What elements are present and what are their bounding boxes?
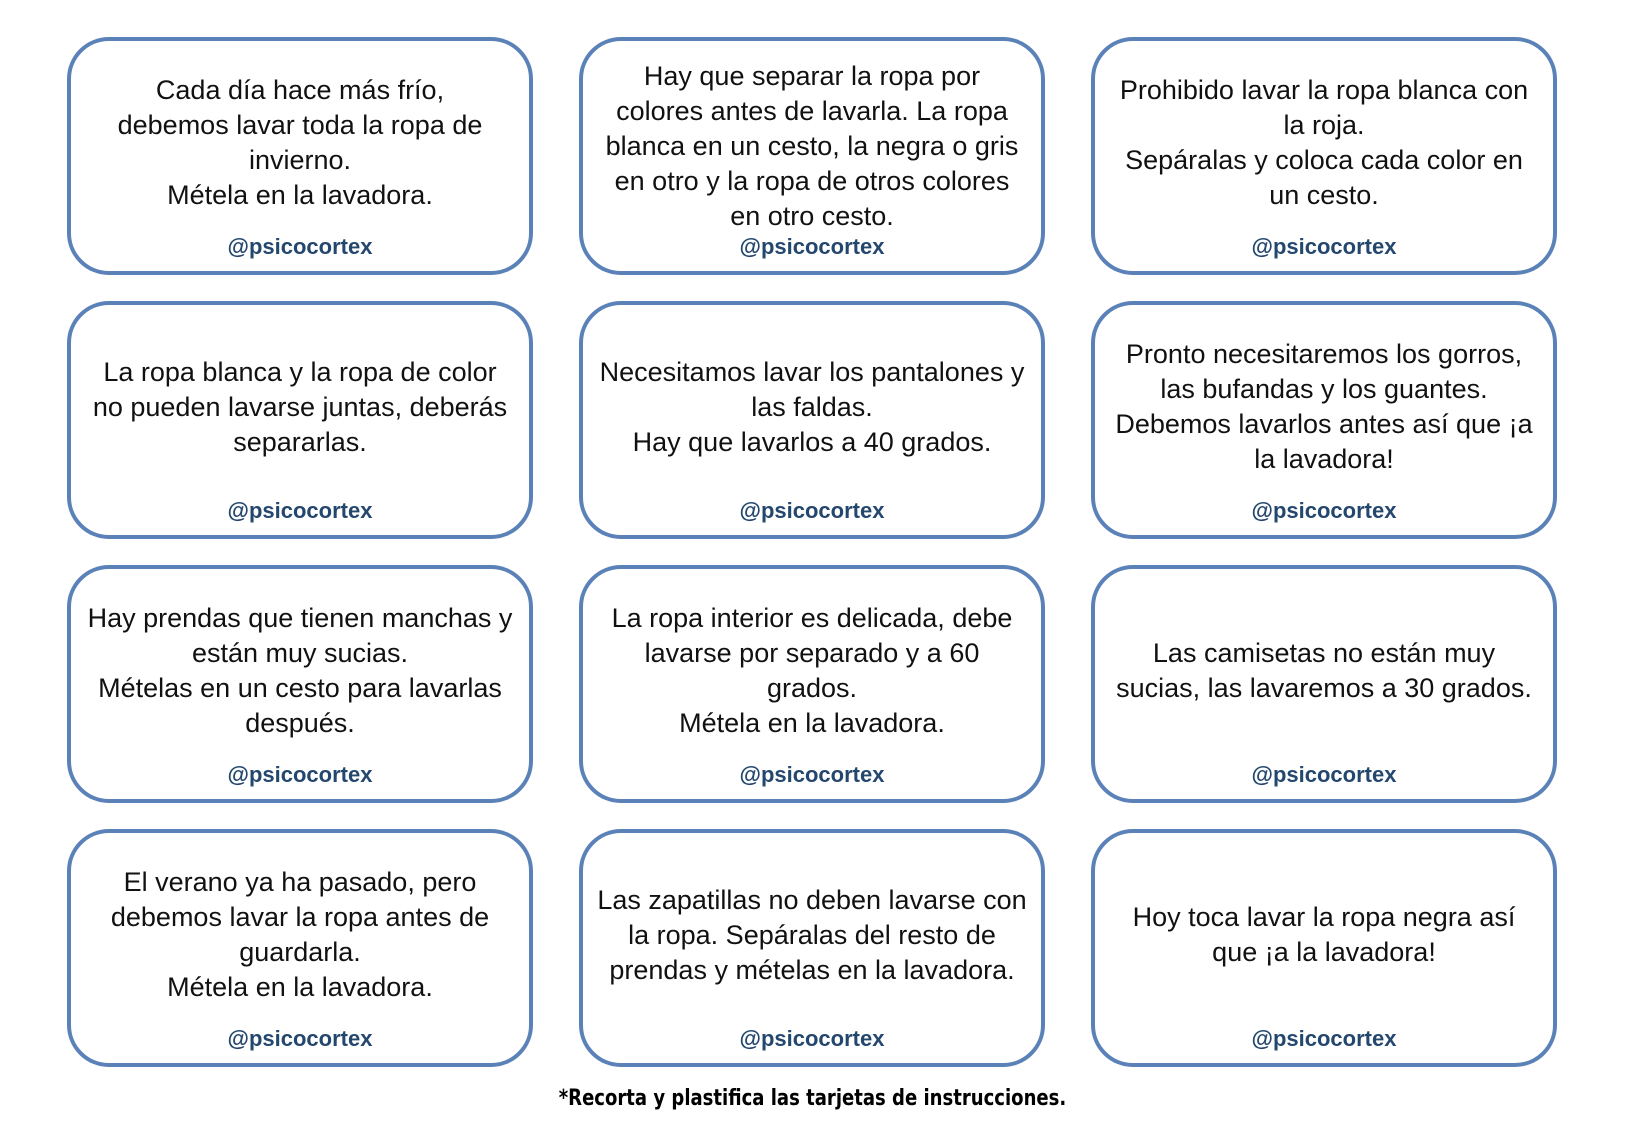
card-handle: @psicocortex (739, 498, 885, 523)
card-text: Las zapatillas no deben lavarse con la ropa. Sepáralas del resto de prendas y mételas en la lavadora. (597, 884, 1027, 985)
card-text: Hay que separar la ropa por colores antes de lavarla. La ropa blanca en un cesto, la negra o gris en otro y la ropa de otros colores en otro cesto. (605, 61, 1019, 231)
instruction-card (1091, 829, 1557, 1067)
card-text: Hoy toca lavar la ropa negra así que ¡a la lavadora! (1132, 902, 1516, 967)
instruction-card (579, 37, 1045, 275)
instruction-card (579, 829, 1045, 1067)
card-handle: @psicocortex (739, 234, 885, 259)
instruction-card (67, 37, 533, 275)
card-handle: @psicocortex (227, 762, 373, 787)
card-text: La ropa interior es delicada, debe lavarse por separado y a 60 grados. Métela en la lavadora. (611, 603, 1013, 738)
card-text: Las camisetas no están muy sucias, las lavaremos a 30 grados. (1116, 638, 1532, 703)
card-text: Hay prendas que tienen manchas y están muy sucias. Mételas en un cesto para lavarlas después. (87, 603, 513, 738)
instruction-card (579, 565, 1045, 803)
card-text: Prohibido lavar la ropa blanca con la roja. Sepáralas y coloca cada color en un cesto. (1119, 75, 1529, 210)
instruction-card (67, 829, 533, 1067)
card-text: Cada día hace más frío, debemos lavar toda la ropa de invierno. Métela en la lavadora. (117, 75, 483, 210)
card-handle: @psicocortex (227, 234, 373, 259)
card-handle: @psicocortex (1251, 498, 1397, 523)
instruction-card (1091, 301, 1557, 539)
instruction-card (67, 565, 533, 803)
card-handle: @psicocortex (227, 498, 373, 523)
card-text: Necesitamos lavar los pantalones y las faldas. Hay que lavarlos a 40 grados. (599, 356, 1025, 457)
footer-note: *Recorta y plastifica las tarjetas de instrucciones. (558, 1086, 1067, 1111)
card-handle: @psicocortex (1251, 234, 1397, 259)
instruction-card (579, 301, 1045, 539)
card-handle: @psicocortex (739, 1026, 885, 1051)
card-text: El verano ya ha pasado, pero debemos lavar la ropa antes de guardarla. Métela en la lavadora. (110, 867, 490, 1002)
instruction-card (1091, 565, 1557, 803)
card-handle: @psicocortex (1251, 762, 1397, 787)
card-text: La ropa blanca y la ropa de color no pueden lavarse juntas, deberás separarlas. (92, 356, 508, 457)
instruction-card (1091, 37, 1557, 275)
instruction-card (67, 301, 533, 539)
instruction-cards-grid (67, 37, 1557, 1067)
card-text: Pronto necesitaremos los gorros, las bufandas y los guantes. Debemos lavarlos antes así que ¡a la lavadora! (1115, 339, 1533, 474)
card-handle: @psicocortex (1251, 1026, 1397, 1051)
card-handle: @psicocortex (739, 762, 885, 787)
card-handle: @psicocortex (227, 1026, 373, 1051)
